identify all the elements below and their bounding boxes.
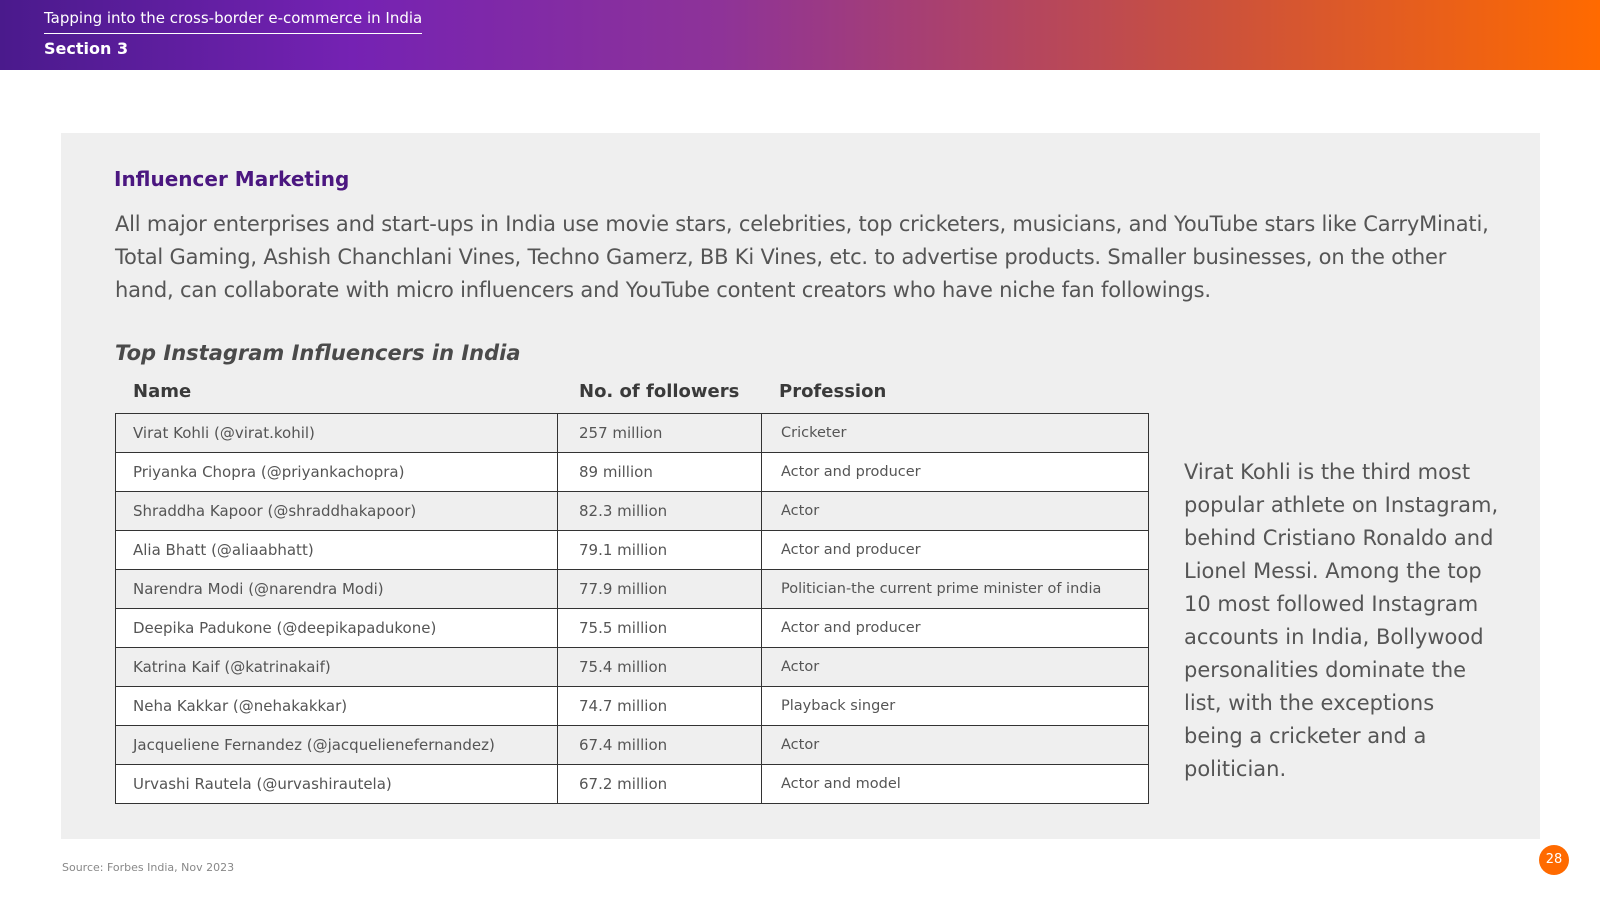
- column-header-profession: Profession: [779, 381, 887, 402]
- table-row: [116, 609, 1149, 648]
- cell-followers: 89 million: [558, 453, 762, 492]
- section-label: Section 3: [44, 39, 129, 58]
- cell-name: Deepika Padukone (@deepikapadukone): [116, 609, 558, 648]
- cell-profession: Playback singer: [762, 687, 1149, 726]
- table-title: Top Instagram Influencers in India: [115, 341, 521, 365]
- table-row: [116, 492, 1149, 531]
- cell-followers: 75.5 million: [558, 609, 762, 648]
- cell-profession: Actor: [762, 726, 1149, 765]
- cell-name: Virat Kohli (@virat.kohil): [116, 414, 558, 453]
- cell-profession: Cricketer: [762, 414, 1149, 453]
- table-row: [116, 414, 1149, 453]
- cell-profession: Actor and producer: [762, 609, 1149, 648]
- table-row: [116, 531, 1149, 570]
- cell-name: Neha Kakkar (@nehakakkar): [116, 687, 558, 726]
- cell-name: Jacqueliene Fernandez (@jacquelienefernandez): [116, 726, 558, 765]
- cell-name: Narendra Modi (@narendra Modi): [116, 570, 558, 609]
- cell-followers: 75.4 million: [558, 648, 762, 687]
- cell-profession: Actor: [762, 492, 1149, 531]
- cell-followers: 74.7 million: [558, 687, 762, 726]
- table-row: [116, 726, 1149, 765]
- table-row: [116, 648, 1149, 687]
- cell-name: Priyanka Chopra (@priyankachopra): [116, 453, 558, 492]
- cell-followers: 257 million: [558, 414, 762, 453]
- cell-profession: Actor: [762, 648, 1149, 687]
- cell-name: Shraddha Kapoor (@shraddhakapoor): [116, 492, 558, 531]
- cell-followers: 67.2 million: [558, 765, 762, 804]
- cell-profession: Actor and producer: [762, 453, 1149, 492]
- cell-followers: 82.3 million: [558, 492, 762, 531]
- source-note: Source: Forbes India, Nov 2023: [62, 861, 235, 874]
- influencers-table: [115, 413, 1149, 804]
- document-title: Tapping into the cross-border e-commerce in India: [44, 8, 422, 34]
- cell-followers: 77.9 million: [558, 570, 762, 609]
- header-banner: [0, 0, 1600, 70]
- cell-name: Katrina Kaif (@katrinakaif): [116, 648, 558, 687]
- cell-followers: 79.1 million: [558, 531, 762, 570]
- cell-profession: Politician-the current prime minister of india: [762, 570, 1149, 609]
- cell-name: Urvashi Rautela (@urvashirautela): [116, 765, 558, 804]
- page-number-badge: 28: [1539, 845, 1569, 875]
- cell-name: Alia Bhatt (@aliaabhatt): [116, 531, 558, 570]
- intro-paragraph: All major enterprises and start-ups in India use movie stars, celebrities, top cricketers, musicians, and YouTube stars like CarryMinati, Total Gaming, Ashish Chanchlani Vines, Techno Gamerz, BB Ki Vines, etc. to advertise products. Smaller businesses, on the other hand, can collaborate with micro influencers and YouTube content creators who have niche fan followings.: [115, 212, 1489, 302]
- cell-profession: Actor and model: [762, 765, 1149, 804]
- column-header-name: Name: [133, 381, 192, 402]
- side-note: Virat Kohli is the third most popular athlete on Instagram, behind Cristiano Ronaldo and Lionel Messi. Among the top 10 most followed Instagram accounts in India, Bollywood personalities dominate the list, with the exceptions being a cricketer and a politician.: [1184, 460, 1499, 781]
- table-row: [116, 765, 1149, 804]
- table-row: [116, 570, 1149, 609]
- table-row: [116, 687, 1149, 726]
- cell-profession: Actor and producer: [762, 531, 1149, 570]
- cell-followers: 67.4 million: [558, 726, 762, 765]
- table-row: [116, 453, 1149, 492]
- column-header-followers: No. of followers: [579, 381, 740, 402]
- section-heading: Influencer Marketing: [114, 167, 350, 191]
